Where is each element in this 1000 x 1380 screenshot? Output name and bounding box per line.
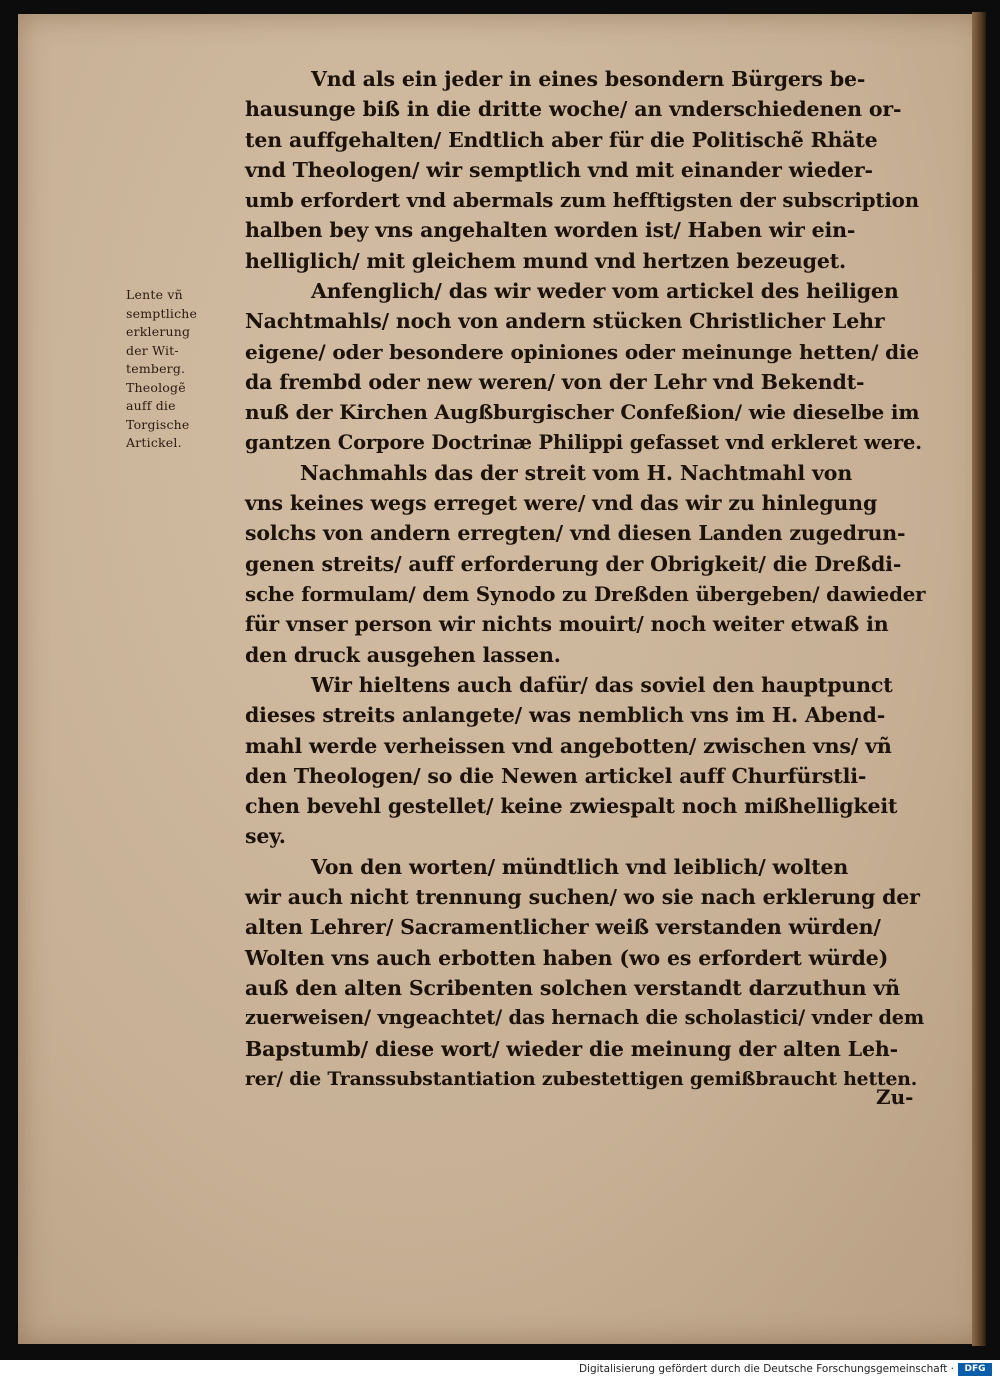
body-text: [245, 64, 925, 1094]
marginal-line: auff die: [126, 398, 176, 413]
marginal-line: Artickel.: [126, 435, 182, 450]
footer-bar: [0, 1360, 1000, 1380]
text-line: Vnd als ein jeder in eines besondern Bürgers be-: [311, 67, 866, 91]
marginal-line: Theologẽ: [126, 379, 186, 395]
text-line: Anfenglich/ das wir weder vom artickel des heiligen: [311, 279, 899, 304]
text-line: wir auch nicht trennung suchen/ wo sie nach erklerung der: [245, 885, 920, 910]
text-line: sche formulam/ dem Synodo zu Dreßden übergeben/ dawieder: [245, 582, 926, 607]
text-line: eigene/ oder besondere opiniones oder meinunge hetten/ die: [245, 339, 919, 364]
text-line: ten auffgehalten/ Endtlich aber für die Politischẽ Rhäte: [245, 127, 878, 152]
text-line: rer/ die Transsubstantiation zubestettigen gemißbraucht hetten.: [245, 1067, 918, 1090]
text-line: halben bey vns angehalten worden ist/ Haben wir ein-: [245, 218, 856, 243]
text-line: zuerweisen/ vngeachtet/ das hernach die scholastici/ vnder dem: [245, 1006, 925, 1030]
text-line: vns keines wegs erreget were/ vnd das wir zu hinlegung: [245, 491, 878, 516]
text-line: Nachtmahls/ noch von andern stücken Christlicher Lehr: [245, 309, 885, 334]
text-line: Bapstumb/ diese wort/ wieder die meinung der alten Leh-: [245, 1036, 898, 1061]
text-line: den Theologen/ so die Newen artickel auff Churfürstli-: [245, 763, 867, 788]
text-line: da frembd oder new weren/ von der Lehr vnd Bekendt-: [245, 369, 865, 394]
marginal-line: erklerung: [126, 324, 191, 339]
text-line: Von den worten/ mündtlich vnd leiblich/ wolten: [311, 854, 849, 879]
dfg-logo: DFG: [958, 1363, 992, 1376]
marginal-line: Torgische: [126, 416, 190, 432]
text-line: alten Lehrer/ Sacramentlicher weiß verstanden würden/: [245, 915, 881, 940]
text-line: hausunge biß in die dritte woche/ an vnderschiedenen or-: [245, 97, 902, 122]
text-line: auß den alten Scribenten solchen verstandt darzuthun vñ: [245, 975, 900, 1000]
text-line: Wir hieltens auch dafür/ das soviel den hauptpunct: [311, 672, 893, 697]
funding-credit: Digitalisierung gefördert durch die Deutsche Forschungsgemeinschaft ·: [578, 1363, 954, 1375]
text-line: nuß der Kirchen Augßburgischer Confeßion/ wie dieselbe im: [245, 400, 920, 425]
text-line: den druck ausgehen lassen.: [245, 642, 561, 667]
text-line: mahl werde verheissen vnd angebotten/ zwischen vns/ vñ: [245, 733, 892, 758]
text-line: Wolten vns auch erbotten haben (wo es erfordert würde): [245, 945, 889, 970]
marginal-line: temberg.: [126, 361, 186, 376]
text-line: für vnser person wir nichts mouirt/ noch weiter etwaß in: [245, 612, 889, 637]
text-line: helliglich/ mit gleichem mund vnd hertzen bezeuget.: [245, 248, 847, 273]
text-line: solchs von andern erregten/ vnd diesen Landen zugedrun-: [245, 521, 906, 546]
marginal-line: semptliche: [126, 305, 198, 321]
marginal-line: Lente vñ: [126, 287, 183, 302]
text-line: genen streits/ auff erforderung der Obrigkeit/ die Dreßdi-: [245, 551, 902, 576]
marginal-line: der Wit-: [126, 342, 179, 358]
text-line: vnd Theologen/ wir semptlich vnd mit einander wieder-: [245, 157, 873, 182]
text-line: chen bevehl gestellet/ keine zwiespalt noch mißhelligkeit: [245, 794, 898, 819]
page-edge: [972, 12, 986, 1346]
catchword: Zu-: [876, 1085, 914, 1109]
text-line: sey.: [245, 824, 286, 849]
text-line: dieses streits anlangete/ was nemblich vns im H. Abend-: [245, 703, 886, 728]
text-line: Nachmahls das der streit vom H. Nachtmahl von: [300, 460, 853, 485]
text-line: gantzen Corpore Doctrinæ Philippi gefasset vnd erkleret were.: [245, 430, 922, 454]
text-line: umb erfordert vnd abermals zum hefftigsten der subscription: [245, 188, 919, 213]
marginal-note: [126, 286, 244, 453]
